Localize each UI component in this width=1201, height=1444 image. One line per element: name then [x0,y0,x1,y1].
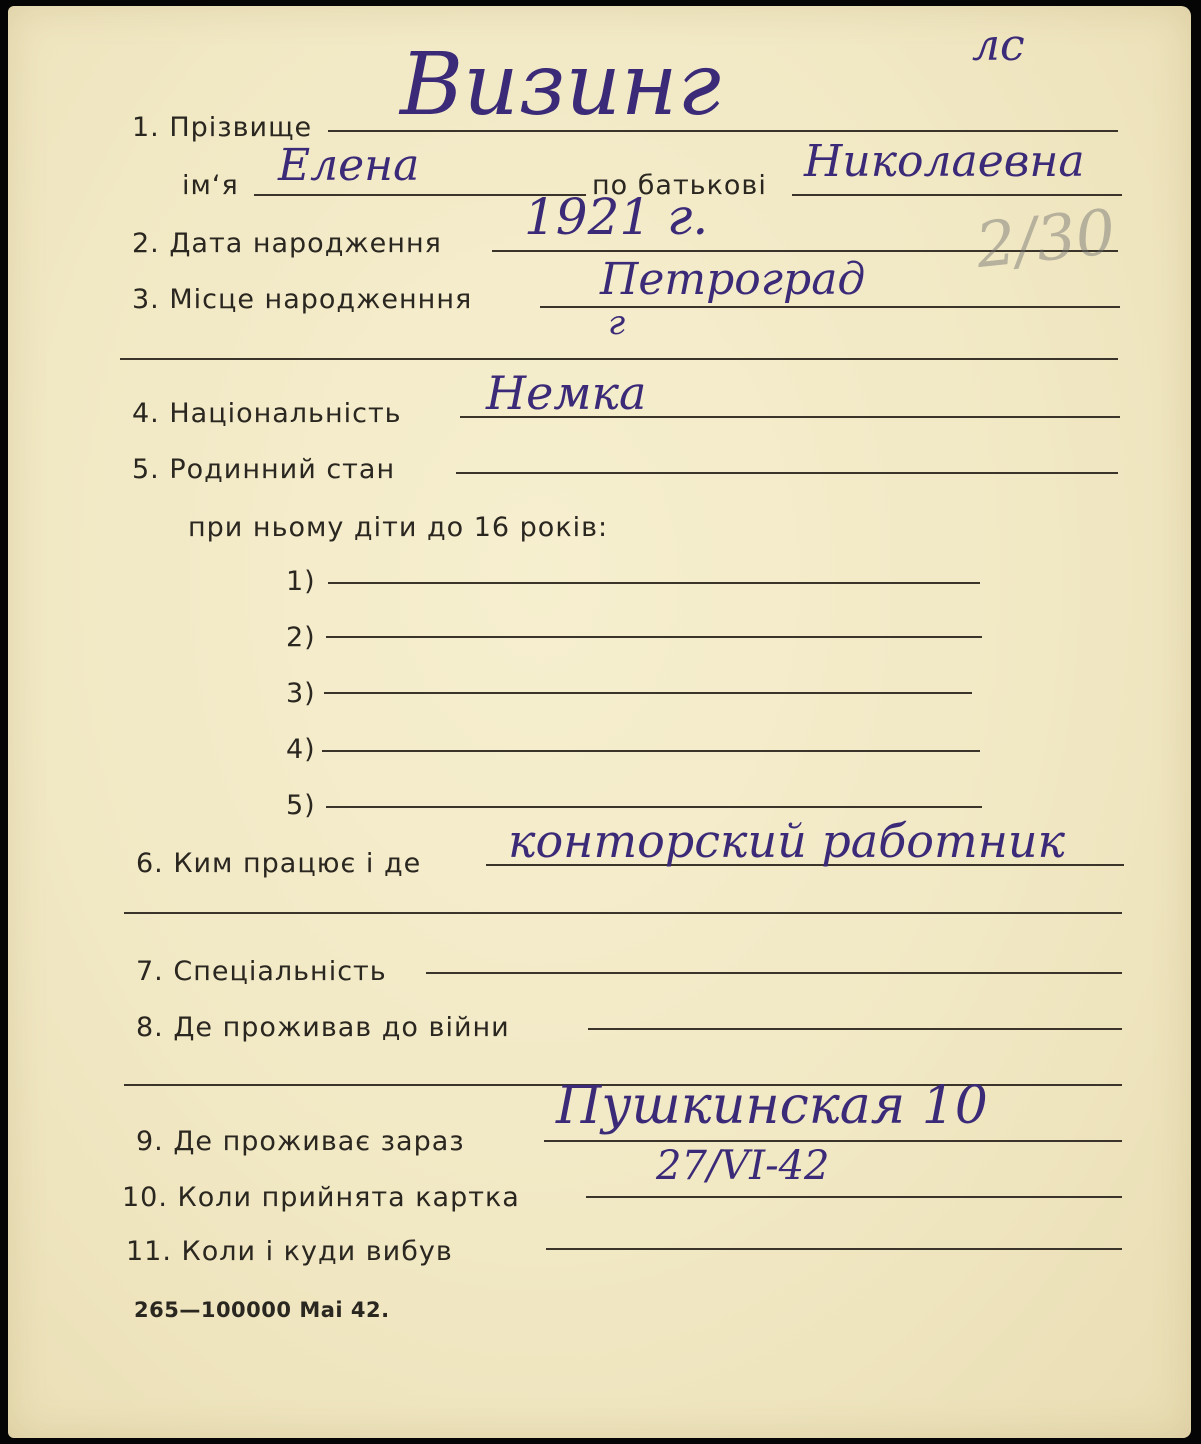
pencil-note: 2/30 [972,194,1119,283]
departed-line [546,1248,1122,1250]
print-footer: 265—100000 Mai 42. [134,1298,390,1322]
departed-label: 11. Коли і куди вибув [126,1236,453,1267]
prewar-residence-label: 8. Де проживав до війни [136,1012,510,1043]
family-status-line [456,472,1118,474]
child-2-number: 2) [286,622,316,653]
corner-mark: лс [972,20,1025,71]
patronymic-value: Николаевна [804,136,1085,187]
name-value: Елена [278,140,420,191]
patronymic-label: по батькові [592,170,767,201]
specialty-label: 7. Спеціальність [136,956,387,987]
card-accepted-value: 27/VI-42 [656,1143,830,1189]
patronymic-line [792,194,1122,196]
child-2-line [326,636,982,638]
current-residence-value: Пушкинская 10 [556,1076,988,1136]
name-label: ім‘я [182,170,239,201]
surname-value: Визинг [400,35,721,135]
card-accepted-label: 10. Коли прийнята картка [122,1182,520,1213]
child-5-line [326,806,982,808]
child-4-line [322,750,980,752]
child-5-number: 5) [286,790,316,821]
children-label: при ньому діти до 16 років: [188,512,609,543]
surname-label: 1. Прізвище [132,112,313,143]
birth-place-label: 3. Місце народженння [132,284,473,315]
nationality-label: 4. Національність [132,398,402,429]
occupation-value: конторский работник [508,814,1065,868]
nationality-value: Немка [486,366,647,420]
child-1-line [328,582,980,584]
specialty-line [426,972,1122,974]
child-4-number: 4) [286,734,316,765]
current-residence-line [544,1140,1122,1142]
card-accepted-line [586,1196,1122,1198]
occupation-label: 6. Ким працює і де [136,848,422,879]
birth-place-line [540,306,1120,308]
occupation-extra-line [124,912,1122,914]
child-1-number: 1) [286,566,316,597]
birth-place-value: Петроград [600,254,866,305]
family-status-label: 5. Родинний стан [132,454,396,485]
current-residence-label: 9. Де проживає зараз [136,1126,465,1157]
birth-date-value: 1921 г. [524,188,709,246]
birth-date-label: 2. Дата народження [132,228,442,259]
prewar-residence-line [588,1028,1122,1030]
child-3-line [324,692,972,694]
registration-card [8,6,1191,1438]
birth-place-suffix: г [608,303,626,343]
birth-place-extra-line [120,358,1118,360]
child-3-number: 3) [286,678,316,709]
